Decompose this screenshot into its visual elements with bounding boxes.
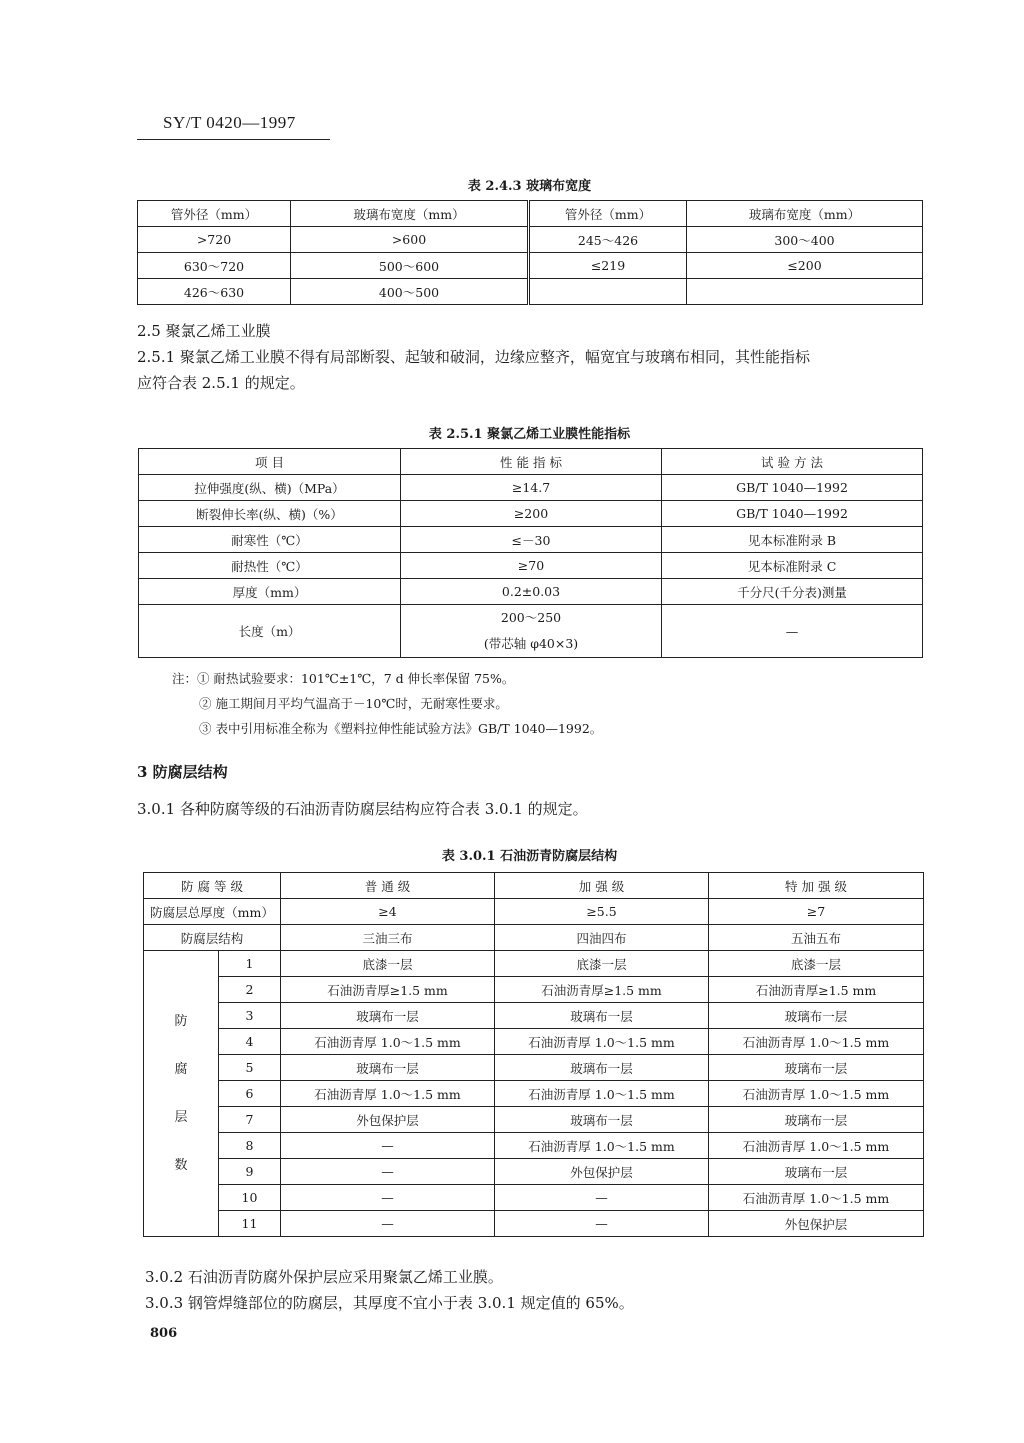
label-char: 防 (174, 1013, 188, 1029)
table-header-cell: 项 目 (139, 449, 401, 475)
table-row (138, 279, 923, 305)
table-cell: 底漆一层 (495, 951, 709, 977)
table-row (139, 527, 923, 553)
layer-number: 6 (219, 1081, 281, 1107)
table-251 (138, 448, 923, 658)
table-header-cell: 管外径（mm） (529, 201, 687, 227)
table-row (144, 1159, 924, 1185)
table-cell: 防腐层结构 (144, 925, 281, 951)
table-cell: 玻璃布一层 (495, 1003, 709, 1029)
layer-number: 3 (219, 1003, 281, 1029)
table-cell: — (662, 605, 923, 658)
section-3-title: 3 防腐层结构 (137, 763, 228, 781)
table-cell: 石油沥青厚≥1.5 mm (709, 977, 924, 1003)
table-cell: 五油五布 (709, 925, 924, 951)
table-cell: 玻璃布一层 (281, 1003, 495, 1029)
table-cell: ≤200 (687, 253, 923, 279)
table-row (144, 873, 924, 899)
table-cell: >720 (138, 227, 291, 253)
table-301 (143, 872, 924, 1237)
document-code: SY/T 0420—1997 (163, 113, 296, 132)
table-cell: 三油三布 (281, 925, 495, 951)
table-row (144, 1185, 924, 1211)
table-row (144, 1003, 924, 1029)
table-cell: ≥4 (281, 899, 495, 925)
table-cell (401, 605, 662, 658)
header-rule (137, 139, 330, 140)
table-cell: 300～400 (687, 227, 923, 253)
table-cell (529, 279, 687, 305)
label-char: 数 (174, 1157, 188, 1173)
table-cell: 石油沥青厚 1.0～1.5 mm (709, 1185, 924, 1211)
table-cell: GB/T 1040—1992 (662, 475, 923, 501)
note-2: ② 施工期间月平均气温高于－10℃时，无耐寒性要求。 (199, 696, 508, 711)
note-3: ③ 表中引用标准全称为《塑料拉伸性能试验方法》GB/T 1040—1992。 (199, 721, 603, 736)
table-cell: 断裂伸长率(纵、横)（%） (139, 501, 401, 527)
table-251-caption: 表 2.5.1 聚氯乙烯工业膜性能指标 (428, 427, 631, 442)
table-cell: — (281, 1185, 495, 1211)
table-cell: ≤219 (529, 253, 687, 279)
table-cell: 石油沥青厚≥1.5 mm (495, 977, 709, 1003)
note-1: 注：① 耐热试验要求：101℃±1℃，7 d 伸长率保留 75%。 (172, 671, 515, 686)
table-cell: 千分尺(千分表)测量 (662, 579, 923, 605)
table-row (144, 1055, 924, 1081)
table-cell: ≥14.7 (401, 475, 662, 501)
table-cell: — (495, 1185, 709, 1211)
table-243-caption: 表 2.4.3 玻璃布宽度 (467, 179, 592, 194)
table-row (139, 501, 923, 527)
table-cell: 630～720 (138, 253, 291, 279)
grade-header: 普 通 级 (281, 873, 495, 899)
table-cell: 玻璃布一层 (709, 1159, 924, 1185)
table-cell: ≥200 (401, 501, 662, 527)
table-row (139, 553, 923, 579)
table-cell: GB/T 1040—1992 (662, 501, 923, 527)
table-cell: 石油沥青厚 1.0～1.5 mm (709, 1029, 924, 1055)
table-header-cell: 玻璃布宽度（mm） (291, 201, 529, 227)
table-cell: >600 (291, 227, 529, 253)
table-row (144, 977, 924, 1003)
section-25-paragraph-1: 2.5.1 聚氯乙烯工业膜不得有局部断裂、起皱和破洞，边缘应整齐，幅宽宜与玻璃布相同，其性能指标 (137, 348, 810, 366)
section-25-title: 2.5 聚氯乙烯工业膜 (137, 322, 271, 340)
table-cell: 245～426 (529, 227, 687, 253)
table-cell: ≥5.5 (495, 899, 709, 925)
table-row (138, 253, 923, 279)
table-cell: 500～600 (291, 253, 529, 279)
table-cell: — (281, 1133, 495, 1159)
grade-header: 特 加 强 级 (709, 873, 924, 899)
table-cell: 见本标准附录 C (662, 553, 923, 579)
table-cell: 石油沥青厚 1.0～1.5 mm (495, 1081, 709, 1107)
table-cell: — (281, 1159, 495, 1185)
page-number: 806 (150, 1326, 178, 1341)
table-row (144, 1107, 924, 1133)
layer-number: 1 (219, 951, 281, 977)
table-cell: 玻璃布一层 (495, 1107, 709, 1133)
table-cell: 耐寒性（℃） (139, 527, 401, 553)
grade-header: 加 强 级 (495, 873, 709, 899)
table-cell: — (495, 1211, 709, 1237)
table-header-cell: 性 能 指 标 (401, 449, 662, 475)
table-cell: 玻璃布一层 (281, 1055, 495, 1081)
table-cell: 外包保护层 (495, 1159, 709, 1185)
table-row (139, 579, 923, 605)
table-cell: 底漆一层 (281, 951, 495, 977)
table-cell: 玻璃布一层 (495, 1055, 709, 1081)
layer-count-label (144, 951, 219, 1237)
table-cell: 玻璃布一层 (709, 1107, 924, 1133)
table-cell: 石油沥青厚≥1.5 mm (281, 977, 495, 1003)
table-cell: 石油沥青厚 1.0～1.5 mm (495, 1133, 709, 1159)
table-row (139, 475, 923, 501)
table-cell: 四油四布 (495, 925, 709, 951)
table-cell: ≤－30 (401, 527, 662, 553)
table-row (144, 1133, 924, 1159)
table-cell: 玻璃布一层 (709, 1055, 924, 1081)
table-cell: 长度（m） (139, 605, 401, 658)
table-row (144, 951, 924, 977)
table-cell: 玻璃布一层 (709, 1003, 924, 1029)
section-301-paragraph: 3.0.1 各种防腐等级的石油沥青防腐层结构应符合表 3.0.1 的规定。 (137, 800, 588, 818)
section-303-paragraph: 3.0.3 钢管焊缝部位的防腐层，其厚度不宜小于表 3.0.1 规定值的 65%。 (145, 1294, 634, 1312)
label-char: 层 (174, 1109, 188, 1125)
layer-number: 9 (219, 1159, 281, 1185)
table-301-caption: 表 3.0.1 石油沥青防腐层结构 (441, 849, 618, 864)
table-cell: 外包保护层 (281, 1107, 495, 1133)
table-cell: 石油沥青厚 1.0～1.5 mm (709, 1081, 924, 1107)
layer-number: 2 (219, 977, 281, 1003)
layer-number: 10 (219, 1185, 281, 1211)
table-row (144, 1211, 924, 1237)
table-row (138, 227, 923, 253)
section-25-paragraph-2: 应符合表 2.5.1 的规定。 (137, 374, 305, 392)
table-header-cell: 玻璃布宽度（mm） (687, 201, 923, 227)
table-cell (687, 279, 923, 305)
table-row (144, 1029, 924, 1055)
layer-number: 4 (219, 1029, 281, 1055)
table-cell: 石油沥青厚 1.0～1.5 mm (281, 1081, 495, 1107)
table-cell: 石油沥青厚 1.0～1.5 mm (495, 1029, 709, 1055)
layer-number: 8 (219, 1133, 281, 1159)
table-cell: 外包保护层 (709, 1211, 924, 1237)
table-243 (137, 200, 923, 305)
table-cell: 底漆一层 (709, 951, 924, 977)
table-cell: 拉伸强度(纵、横)（MPa） (139, 475, 401, 501)
table-row (144, 925, 924, 951)
table-cell: 400～500 (291, 279, 529, 305)
table-cell: 见本标准附录 B (662, 527, 923, 553)
table-cell: ≥7 (709, 899, 924, 925)
layer-number: 11 (219, 1211, 281, 1237)
length-value: 200～250 (500, 610, 562, 625)
table-header-cell: 试 验 方 法 (662, 449, 923, 475)
table-row (139, 449, 923, 475)
layer-number: 5 (219, 1055, 281, 1081)
table-row (138, 201, 923, 227)
table-cell: 石油沥青厚 1.0～1.5 mm (281, 1029, 495, 1055)
section-302-paragraph: 3.0.2 石油沥青防腐外保护层应采用聚氯乙烯工业膜。 (145, 1268, 503, 1286)
table-row (144, 1081, 924, 1107)
table-header-cell: 管外径（mm） (138, 201, 291, 227)
table-cell: 426～630 (138, 279, 291, 305)
length-mandrel: (带芯轴 φ40×3) (483, 636, 579, 651)
table-header-cell: 防 腐 等 级 (144, 873, 281, 899)
table-row (144, 899, 924, 925)
table-row (139, 605, 923, 658)
table-cell: 0.2±0.03 (401, 579, 662, 605)
layer-number: 7 (219, 1107, 281, 1133)
table-cell: — (281, 1211, 495, 1237)
label-char: 腐 (174, 1061, 188, 1077)
table-cell: 耐热性（℃） (139, 553, 401, 579)
table-cell: 石油沥青厚 1.0～1.5 mm (709, 1133, 924, 1159)
table-cell: 防腐层总厚度（mm） (144, 899, 281, 925)
table-cell: 厚度（mm） (139, 579, 401, 605)
table-cell: ≥70 (401, 553, 662, 579)
